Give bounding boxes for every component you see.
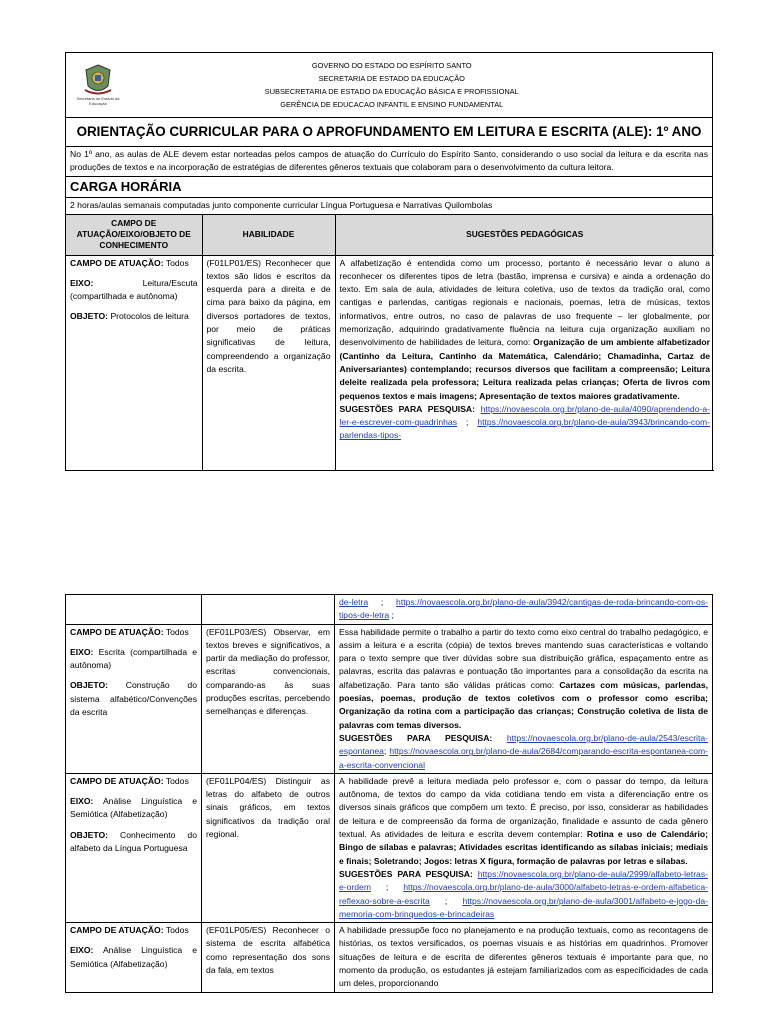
campo-cell: [66, 624, 202, 773]
objeto-value: Construção do sistema alfabético/Convenções da escrita: [70, 680, 197, 718]
objeto-value: Conhecimento do alfabeto da Língua Portuguesa: [70, 829, 197, 854]
eixo-label: EIXO:: [70, 945, 94, 956]
page-2: [65, 594, 713, 1024]
campo-cell: [66, 773, 202, 922]
document-title: ORIENTAÇÃO CURRICULAR PARA O APROFUNDAMENTO EM LEITURA E ESCRITA (ALE): 1º ANO: [66, 118, 713, 147]
sugestoes-text: A habilidade prevê a leitura mediada pelo professor e, com o passar do tempo, da leitura autônoma, de textos do campo da vida cotidiana tendo em vista a diferenciação entre os diversos sinais gráficos que compõem um texto. É preciso, por isso, considerar as habilidades de leitura e de compreensão da forma de organização, finalidade e assunto de cada gênero textual. As atividades de leitura e escrita devem contemplar:: [339, 775, 708, 840]
sugestoes-bold-text: Rotina e uso de Calendário; Bingo de sílabas e palavras; Atividades escritas identificando as sílabas iniciais; mediais e finais; Soletrando; Jogos: letras X figura, formação de palavras por letras e sílabas.: [339, 829, 708, 866]
logo-caption: Secretaria de Estado da Educação: [76, 96, 120, 106]
pesquisa-label: SUGESTÕES PARA PESQUISA:: [339, 403, 475, 414]
habilidade-cell: (EF01LP04/ES) Distinguir as letras do alfabeto de outros sinais gráficos, em textos significativos da tradição oral regional.: [202, 773, 335, 922]
campo-value: Todos: [165, 775, 189, 786]
campo-value: Todos: [165, 626, 189, 637]
habilidade-cell: (EF01LP05/ES) Reconhecer o sistema de escrita alfabética como representação dos sons da fala, em textos: [202, 923, 335, 992]
pesquisa-label: SUGESTÕES PARA PESQUISA:: [339, 732, 493, 743]
campo-label: CAMPO DE ATUAÇÃO:: [70, 257, 164, 268]
pesquisa-label: SUGESTÕES PARA PESQUISA:: [339, 868, 473, 879]
campo-value: Todos: [165, 257, 189, 268]
eixo-value: Análise Linguística e Semiótica (Alfabetização): [70, 945, 197, 969]
eixo-value: Leitura/Escuta (compartilhada e autônoma): [70, 277, 198, 302]
sugestoes-cell: Essa habilidade permite o trabalho a partir do texto como eixo central do trabalho pedagógico, e assim a leitura e a escrita (cópia) de textos breves mantendo suas características e voltando para o texto sempre que tiver dúvidas sobre sua distribuição gráfica, espaçamento entre as palavras, escrita das palavras e pontuação tão importantes para a consolidação da escrita na alfabetização. Para tanto são válidas práticas como: Cartazes com músicas, parlendas, poesias, poemas, produção de textos coletivos com o professor como escriba; Organização da rotina com a participação das crianças; Construção coletiva de lista de palavras com temas diversos. SUGESTÕES PARA PESQUISA: https://novaescola.org.br/plano-de-aula/2543/escrita-espontanea; https://novaescola.org.br/plano-de-aula/2684/comparando-escrita-espontanea-com-a-escrita-convencional: [335, 624, 713, 773]
objeto-label: OBJETO:: [70, 829, 109, 840]
sugestoes-cell: A habilidade prevê a leitura mediada pelo professor e, com o passar do tempo, da leitura autônoma, de textos do campo da vida cotidiana tendo em vista a diferenciação entre os diversos sinais gráficos que compõem um texto. É preciso, por isso, considerar as habilidades de leitura e de compreensão da forma de organização, finalidade e assunto de cada gênero textual. As atividades de leitura e escrita devem contemplar: Rotina e uso de Calendário; Bingo de sílabas e palavras; Atividades escritas identificando as sílabas iniciais; mediais e finais; Soletrando; Jogos: letras X figura, formação de palavras por letras e sílabas. SUGESTÕES PARA PESQUISA: https://novaescola.org.br/plano-de-aula/2999/alfabeto-letras-e-ordem ; https://novaescola.org.br/plano-de-aula/3000/alfabeto-letras-e-ordem-alfabetica-reflexao-sobre-a-escrita ; https://novaescola.org.br/plano-de-aula/3001/alfabeto-e-jogo-da-memoria-com-brinquedos-e-brincadeiras: [335, 773, 713, 922]
carga-horaria-heading: CARGA HORÁRIA: [66, 176, 713, 197]
page-1: [65, 52, 713, 471]
column-header-campo: CAMPO DE ATUAÇÃO/EIXO/OBJETO DE CONHECIMENTO: [66, 215, 202, 256]
column-header-sugestoes: SUGESTÕES PEDAGÓGICAS: [335, 215, 714, 256]
header-line: SECRETARIA DE ESTADO DA EDUCAÇÃO: [318, 74, 465, 83]
government-heading: [128, 53, 713, 118]
eixo-value: Escrita (compartilhada e autônoma): [70, 646, 197, 671]
eixo-label: EIXO:: [70, 277, 94, 288]
eixo-value: Análise Linguística e Semiótica (Alfabetização): [70, 796, 197, 820]
carga-horaria-text: 2 horas/aulas semanais computadas junto componente curricular Língua Portuguesa e Narrativas Quilombolas: [66, 197, 713, 214]
habilidade-cell: (F01LP01/ES) Reconhecer que textos são lidos e escritos da esquerda para a direita e de cima para baixo da página, em diversos portadores de textos, por meio de práticas significativas de leitura, compreendendo a organização da escrita.: [202, 255, 335, 470]
objeto-label: OBJETO:: [70, 680, 109, 691]
sugestoes-cell: de-letra ; https://novaescola.org.br/plano-de-aula/3942/cantigas-de-roda-brincando-com-os-tipos-de-letra ;: [335, 595, 713, 625]
campo-label: CAMPO DE ATUAÇÃO:: [70, 626, 164, 637]
curriculum-table: [66, 215, 714, 471]
campo-label: CAMPO DE ATUAÇÃO:: [70, 775, 164, 786]
header-table: [65, 52, 713, 471]
objeto-label: OBJETO:: [70, 311, 109, 322]
column-header-habilidade: HABILIDADE: [202, 215, 335, 256]
campo-cell: [66, 923, 202, 992]
eixo-label: EIXO:: [70, 796, 94, 807]
curriculum-table-continued: [65, 594, 713, 993]
header-line: SUBSECRETARIA DE ESTADO DA EDUCAÇÃO BÁSICA E PROFISSIONAL: [264, 87, 519, 96]
research-link[interactable]: https://novaescola.org.br/plano-de-aula/2684/comparando-escrita-espontanea-com-a-escrita-convencional: [339, 746, 708, 770]
habilidade-cell: (EF01LP03/ES) Observar, em textos breves e significativos, a partir da mediação do professor, escritas convencionais, comparando-as às suas produções escritas, percebendo semelhanças e diferenças.: [202, 624, 335, 773]
eixo-label: EIXO:: [70, 646, 94, 657]
research-link[interactable]: https://novaescola.org.br/plano-de-aula/3001/alfabeto-e-jogo-da-memoria-com-brinquedos-e-brincadeiras: [339, 895, 708, 919]
header-line: GERÊNCIA DE EDUCACAO INFANTIL E ENSINO FUNDAMENTAL: [280, 100, 504, 109]
coat-of-arms-icon: [83, 64, 113, 96]
objeto-value: Protocolos de leitura: [110, 311, 189, 322]
sugestoes-text: Essa habilidade permite o trabalho a partir do texto como eixo central do trabalho pedagógico, e assim a leitura e a escrita (cópia) de textos breves mantendo suas características e voltando para o texto sempre que tiver dúvidas sobre sua distribuição gráfica, espaçamento entre as palavras, escrita das palavras e pontuação tão importantes para a consolidação da escrita na alfabetização. Para tanto são válidas práticas como:: [339, 626, 708, 690]
research-link[interactable]: de-letra: [339, 597, 369, 607]
research-link[interactable]: https://novaescola.org.br/plano-de-aula/3943/brincando-com-parlendas-tipos-: [339, 417, 710, 441]
research-link[interactable]: https://novaescola.org.br/plano-de-aula/2543/escrita-espontanea: [339, 732, 708, 757]
sugestoes-bold-text: Organização de um ambiente alfabetizador (Cantinho da Leitura, Cantinho da Matemática, Calendário; Chamadinha, Cartaz de Aniversariantes) contemplando; recursos diversos que facilitam a compreensão; Leitura deleite realizada pela professora; Leitura realizada pelas crianças; Oferta de livros com pequenos textos e mais imagens; Apresentação de textos maiores gradativamente.: [339, 337, 710, 401]
intro-paragraph: No 1º ano, as aulas de ALE devem estar norteadas pelos campos de atuação do Currículo do Espírito Santo, considerando o uso social da leitura e da escrita nas produções de textos e na incorporação de estratégias de diferentes gêneros textuais que colaboram para o desenvolvimento da cultura leitora.: [66, 147, 713, 177]
research-link[interactable]: https://novaescola.org.br/plano-de-aula/3942/cantigas-de-roda-brincando-com-os-tipos-de-letra: [339, 597, 708, 621]
sugestoes-cell: A habilidade pressupõe foco no planejamento e na produção textuais, como as recontagens de histórias, os textos versificados, os poemas visuais e as histórias em quadrinhos. Promover situações de leitura e de escrita de diferentes gêneros textuais é importante para que, no momento da produção, os estudantes já estejam familiarizados com as especificidades de cada um deles, proporcionando: [335, 923, 713, 992]
campo-cell: [66, 595, 202, 625]
campo-label: CAMPO DE ATUAÇÃO:: [70, 925, 164, 936]
sugestoes-bold-text: Cartazes com músicas, parlendas, poesias, poemas, produção de textos coletivos com o professor como escriba; Organização da rotina com a participação das crianças; Construção coletiva de lista de palavras com temas diversos.: [339, 679, 708, 730]
sugestoes-cell: A alfabetização é entendida como um processo, portanto é necessário levar o aluno a reconhecer os diferentes tipos de letra (bastão, imprensa e cursiva) e ainda a ordenação do texto. Em sala de aula, atividades de leitura coletiva, uso de textos da tradição oral, como cantigas e parlendas, cantigas regionais e nacionais, poemas, letra de músicas, textos informativos, entre outros, no caso de palavras de uso frequente – ler globalmente, por memorização, adquirindo gradativamente fluência na leitura cuja organização auxiliam no desenvolvimento de habilidades de leitura, como: Organização de um ambiente alfabetizador (Cantinho da Leitura, Cantinho da Matemática, Calendário; Chamadinha, Cartaz de Aniversariantes) contemplando; recursos diversos que facilitam a compreensão; Leitura deleite realizada pela professora; Leitura realizada pelas crianças; Oferta de livros com pequenos textos e mais imagens; Apresentação de textos maiores gradativamente. SUGESTÕES PARA PESQUISA: https://novaescola.org.br/plano-de-aula/4090/aprendendo-a-ler-e-escrever-com-quadrinhas ; https://novaescola.org.br/plano-de-aula/3943/brincando-com-parlendas-tipos-: [335, 255, 714, 470]
sugestoes-text: A alfabetização é entendida como um processo, portanto é necessário levar o aluno a reconhecer os diferentes tipos de letra (bastão, imprensa e cursiva) e ainda a ordenação do texto. Em sala de aula, atividades de leitura coletiva, uso de textos da tradição oral, como cantigas e parlendas, cantigas regionais e nacionais, poemas, letra de músicas, textos informativos, entre outros, no caso de palavras de uso frequente – ler globalmente, por memorização, adquirindo gradativamente fluência na leitura cuja organização auxiliam no desenvolvimento de habilidades de leitura, como:: [339, 257, 710, 348]
header-line: GOVERNO DO ESTADO DO ESPÍRITO SANTO: [311, 61, 472, 70]
habilidade-cell: [202, 595, 335, 625]
research-link[interactable]: https://novaescola.org.br/plano-de-aula/4090/aprendendo-a-ler-e-escrever-com-quadrinhas: [339, 403, 710, 428]
logo-cell: [66, 53, 128, 118]
research-link[interactable]: https://novaescola.org.br/plano-de-aula/2999/alfabeto-letras-e-ordem: [339, 868, 708, 893]
campo-cell: [66, 255, 202, 470]
campo-value: Todos: [165, 925, 189, 936]
research-link[interactable]: https://novaescola.org.br/plano-de-aula/3000/alfabeto-letras-e-ordem-alfabetica-reflexao-sobre-a-escrita: [339, 882, 708, 906]
